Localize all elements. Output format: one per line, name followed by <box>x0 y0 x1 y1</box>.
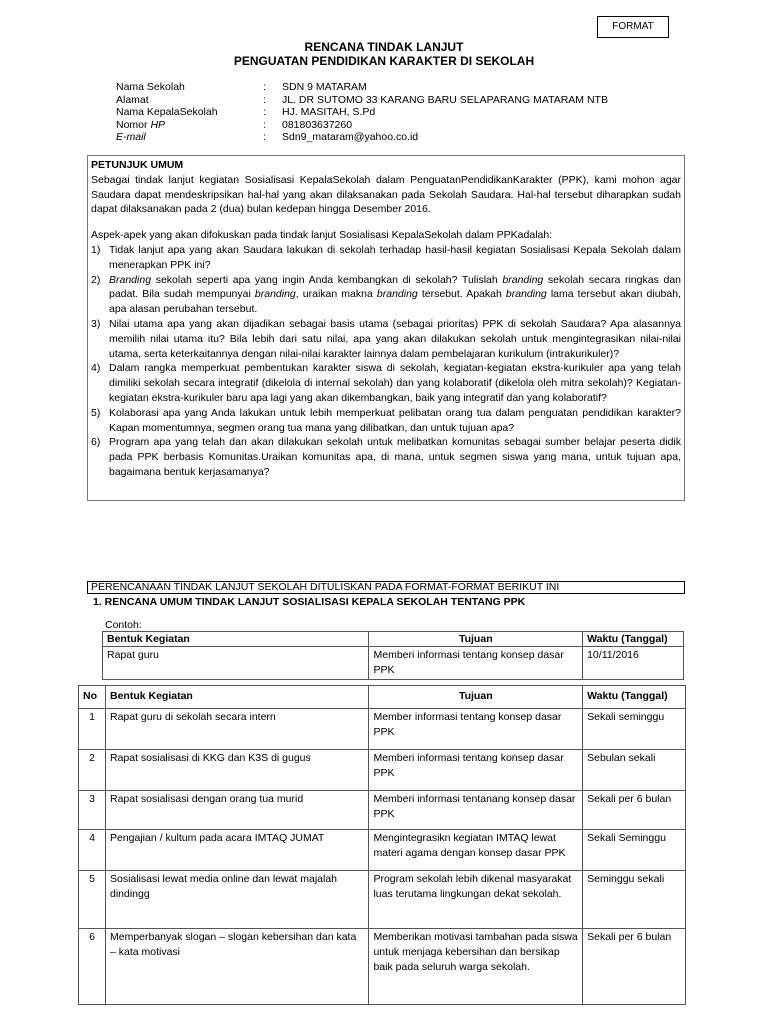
table-cell: Pengajian / kultum pada acara IMTAQ JUMAT <box>105 830 368 871</box>
aspek-text <box>109 273 681 317</box>
aspek-text-part: tersebut. Apakah <box>417 288 506 301</box>
column-header: Bentuk Kegiatan <box>105 686 368 709</box>
identity-value: 081803637260 <box>282 118 353 131</box>
table-row <box>79 709 686 750</box>
aspek-text: Tidak lanjut apa yang akan Saudara lakukan di sekolah terhadap hasil-hasil kegiatan Sosialisasi Kepala Sekolah dalam menerapkan PPK ini? <box>109 243 681 271</box>
identity-row-alamat <box>116 94 608 107</box>
table-cell: 5 <box>79 871 106 929</box>
identity-colon: : <box>263 118 266 131</box>
aspek-text-part: lama tersebut akan diubah, apa alasan perubahan tersebut. <box>109 288 681 316</box>
title-line-2: PENGUATAN PENDIDIKAN KARAKTER DI SEKOLAH <box>233 54 535 68</box>
table-row <box>79 791 686 830</box>
branding-term: branding <box>254 288 296 301</box>
column-header: Waktu (Tanggal) <box>583 686 686 709</box>
table-cell: Sosialisasi lewat media online dan lewat majalah dindingg <box>105 871 368 929</box>
aspek-number: 3) <box>91 317 101 330</box>
table-cell: Mengintegrasikn kegiatan IMTAQ lewat materi agama dengan konsep dasar PPK <box>369 830 583 871</box>
identity-row-nama-sekolah <box>116 81 608 94</box>
aspek-item <box>91 243 681 273</box>
table-cell: Memperbanyak slogan – slogan kebersihan dan kata – kata motivasi <box>105 929 368 1005</box>
table-cell: Memberi informasi tentang konsep dasar PPK <box>369 647 583 680</box>
identity-label: Alamat <box>116 93 149 106</box>
aspek-text-part: , uraikan makna <box>295 288 377 301</box>
table-cell: 3 <box>79 791 106 830</box>
identity-colon: : <box>263 81 266 93</box>
column-header: Bentuk Kegiatan <box>103 632 369 647</box>
aspek-number: 5) <box>91 406 101 419</box>
example-row <box>103 647 684 680</box>
table-cell: Memberikan motivasi tambahan pada siswa untuk menjaga kebersihan dan bersikap baik pada seluruh warga sekolah. <box>369 929 583 1005</box>
aspek-text: Program apa yang telah dan akan dilakukan sekolah untuk melibatkan komunitas sebagai sumber belajar peserta didik pada PPK berbasis Komunitas.Uraikan komunitas apa, di mana, untuk segmen siswa yang mana, untuk tujuan apa, bagaimana bentuk kerjasamanya? <box>109 436 681 478</box>
aspek-text: Dalam rangka memperkuat pembentukan karakter siswa di sekolah, kegiatan-kegiatan ekstra-kurikuler apa yang telah dimiliki sekolah secara integratif (dikelola di internal sekolah) dan yang kolaboratif (dikelola oleh mitra sekolah)? Kegiatan-kegiatan ekstra-kurikuler baru apa lagi yang akan dikembangkan, baik yang integratif dan yang kolaboratif? <box>109 362 681 404</box>
column-header: Tujuan <box>369 632 583 647</box>
identity-label: E-mail <box>116 131 146 143</box>
table-cell: Seminggu sekali <box>583 871 686 929</box>
identity-row-kepala-sekolah <box>116 106 608 119</box>
table-row <box>79 830 686 871</box>
format-label: FORMAT <box>597 16 669 38</box>
school-identity <box>116 81 608 144</box>
table-cell: Sekali per 6 bulan <box>583 929 686 1005</box>
identity-colon: : <box>263 106 266 118</box>
table-cell: Sebulan sekali <box>583 750 686 791</box>
identity-label <box>116 119 263 132</box>
identity-label: Nama KepalaSekolah <box>116 106 218 118</box>
table-cell: 6 <box>79 929 106 1005</box>
petunjuk-heading: PETUNJUK UMUM <box>91 159 184 171</box>
branding-term: Branding <box>109 273 152 286</box>
identity-colon: : <box>263 131 266 143</box>
table-cell: Rapat sosialisasi dengan orang tua murid <box>105 791 368 830</box>
table-cell: Rapat guru di sekolah secara intern <box>105 709 368 750</box>
petunjuk-intro: Sebagai tindak lanjut kegiatan Sosialisasi KepalaSekolah dalam PenguatanPendidikanKarakter (PPK), kami mohon agar Saudara dapat mendeskripsikan hal-hal yang akan dilaksanakan pada Sekolah Saudara. Hal-hal tersebut diharapkan sudah dapat dilaksanakan pada 2 (dua) bulan kedepan hingga Desember 2016. <box>91 173 681 216</box>
table-header-row <box>79 686 686 709</box>
table-cell: Member informasi tentang konsep dasar PPK <box>369 709 583 750</box>
identity-label-prefix: Nomor <box>116 118 151 131</box>
branding-term: branding <box>502 273 544 286</box>
table-cell: 1 <box>79 709 106 750</box>
table-cell: Memberi informasi tentanang konsep dasar PPK <box>369 791 583 830</box>
identity-value: JL. DR SUTOMO 33 KARANG BARU SELAPARANG MATARAM NTB <box>282 93 608 106</box>
aspek-text: Kolaborasi apa yang Anda lakukan untuk lebih memperkuat pelibatan orang tua dalam penguatan pendidikan karakter? Kapan momentumnya, segmen orang tua mana yang dilibatkan, dan untuk tujuan apa? <box>109 406 681 434</box>
table-cell: Program sekolah lebih dikenal masyarakat luas terutama lingkungan dekat sekolah. <box>369 871 583 929</box>
identity-label-hp: HP <box>150 118 166 131</box>
table-cell: 10/11/2016 <box>583 647 684 680</box>
aspek-intro: Aspek-apek yang akan difokuskan pada tindak lanjut Sosialisasi KepalaSekolah dalam PPKadalah: <box>91 229 553 242</box>
table-cell: 2 <box>79 750 106 791</box>
identity-row-nomor-hp <box>116 119 608 132</box>
aspek-item <box>91 317 681 361</box>
aspek-number: 6) <box>91 436 101 449</box>
example-table <box>102 631 684 680</box>
aspek-text-part: sekolah seperti apa yang ingin Anda kembangkan di sekolah? Tulislah <box>151 273 503 286</box>
identity-value: Sdn9_mataram@yahoo.co.id <box>282 131 419 143</box>
contoh-label: Contoh: <box>105 619 142 631</box>
aspek-item <box>91 273 681 317</box>
aspek-item <box>91 361 681 405</box>
table-cell: 4 <box>79 830 106 871</box>
aspek-list <box>91 243 681 480</box>
table-cell: Memberi informasi tentang konsep dasar PPK <box>369 750 583 791</box>
section-1-title: 1. RENCANA UMUM TINDAK LANJUT SOSIALISASI KEPALA SEKOLAH TENTANG PPK <box>93 596 526 608</box>
column-header: Waktu (Tanggal) <box>583 632 684 647</box>
aspek-text-part: sekolah secara ringkas dan padat. Bila sudah mempunyai <box>109 273 681 301</box>
table-cell: Rapat sosialisasi di KKG dan K3S di gugus <box>105 750 368 791</box>
identity-value: SDN 9 MATARAM <box>282 81 367 93</box>
rencana-table <box>78 685 686 1005</box>
document-title <box>0 40 768 68</box>
table-cell: Sekali seminggu <box>583 709 686 750</box>
table-cell: Rapat guru <box>103 647 369 680</box>
aspek-number: 4) <box>91 362 101 375</box>
table-row <box>79 750 686 791</box>
aspek-text: Nilai utama apa yang akan dijadikan sebagai basis utama (sebagai prioritas) PPK di sekolah Saudara? Apa alasannya memilih nilai utama itu? Bila lebih dari satu nilai, apa yang akan dilakukan sekolah untuk mengintegrasikan nilai-nilai utama, serta keterkaitannya dengan nilai-nilai karakter lainnya dalam pembelajaran kurikulum (intrakurikuler)? <box>109 317 681 360</box>
branding-term: branding <box>505 288 547 301</box>
identity-row-email <box>116 131 608 144</box>
branding-term: branding <box>376 288 418 301</box>
column-header: No <box>79 686 106 709</box>
title-line-1: RENCANA TINDAK LANJUT <box>304 40 464 54</box>
table-cell: Sekali per 6 bulan <box>583 791 686 830</box>
aspek-number: 1) <box>91 243 101 256</box>
identity-label: Nama Sekolah <box>116 81 185 93</box>
table-cell: Sekali Seminggu <box>583 830 686 871</box>
aspek-number: 2) <box>91 273 101 286</box>
table-row <box>79 929 686 1005</box>
table-row <box>79 871 686 929</box>
aspek-item <box>91 435 681 479</box>
identity-value: HJ. MASITAH, S.Pd <box>282 106 376 118</box>
aspek-item <box>91 406 681 436</box>
column-header: Tujuan <box>369 686 583 709</box>
identity-colon: : <box>263 93 266 106</box>
petunjuk-umum-box <box>87 155 685 501</box>
example-header-row <box>103 632 684 647</box>
perencanaan-heading: PERENCANAAN TINDAK LANJUT SEKOLAH DITULISKAN PADA FORMAT-FORMAT BERIKUT INI <box>87 581 685 594</box>
